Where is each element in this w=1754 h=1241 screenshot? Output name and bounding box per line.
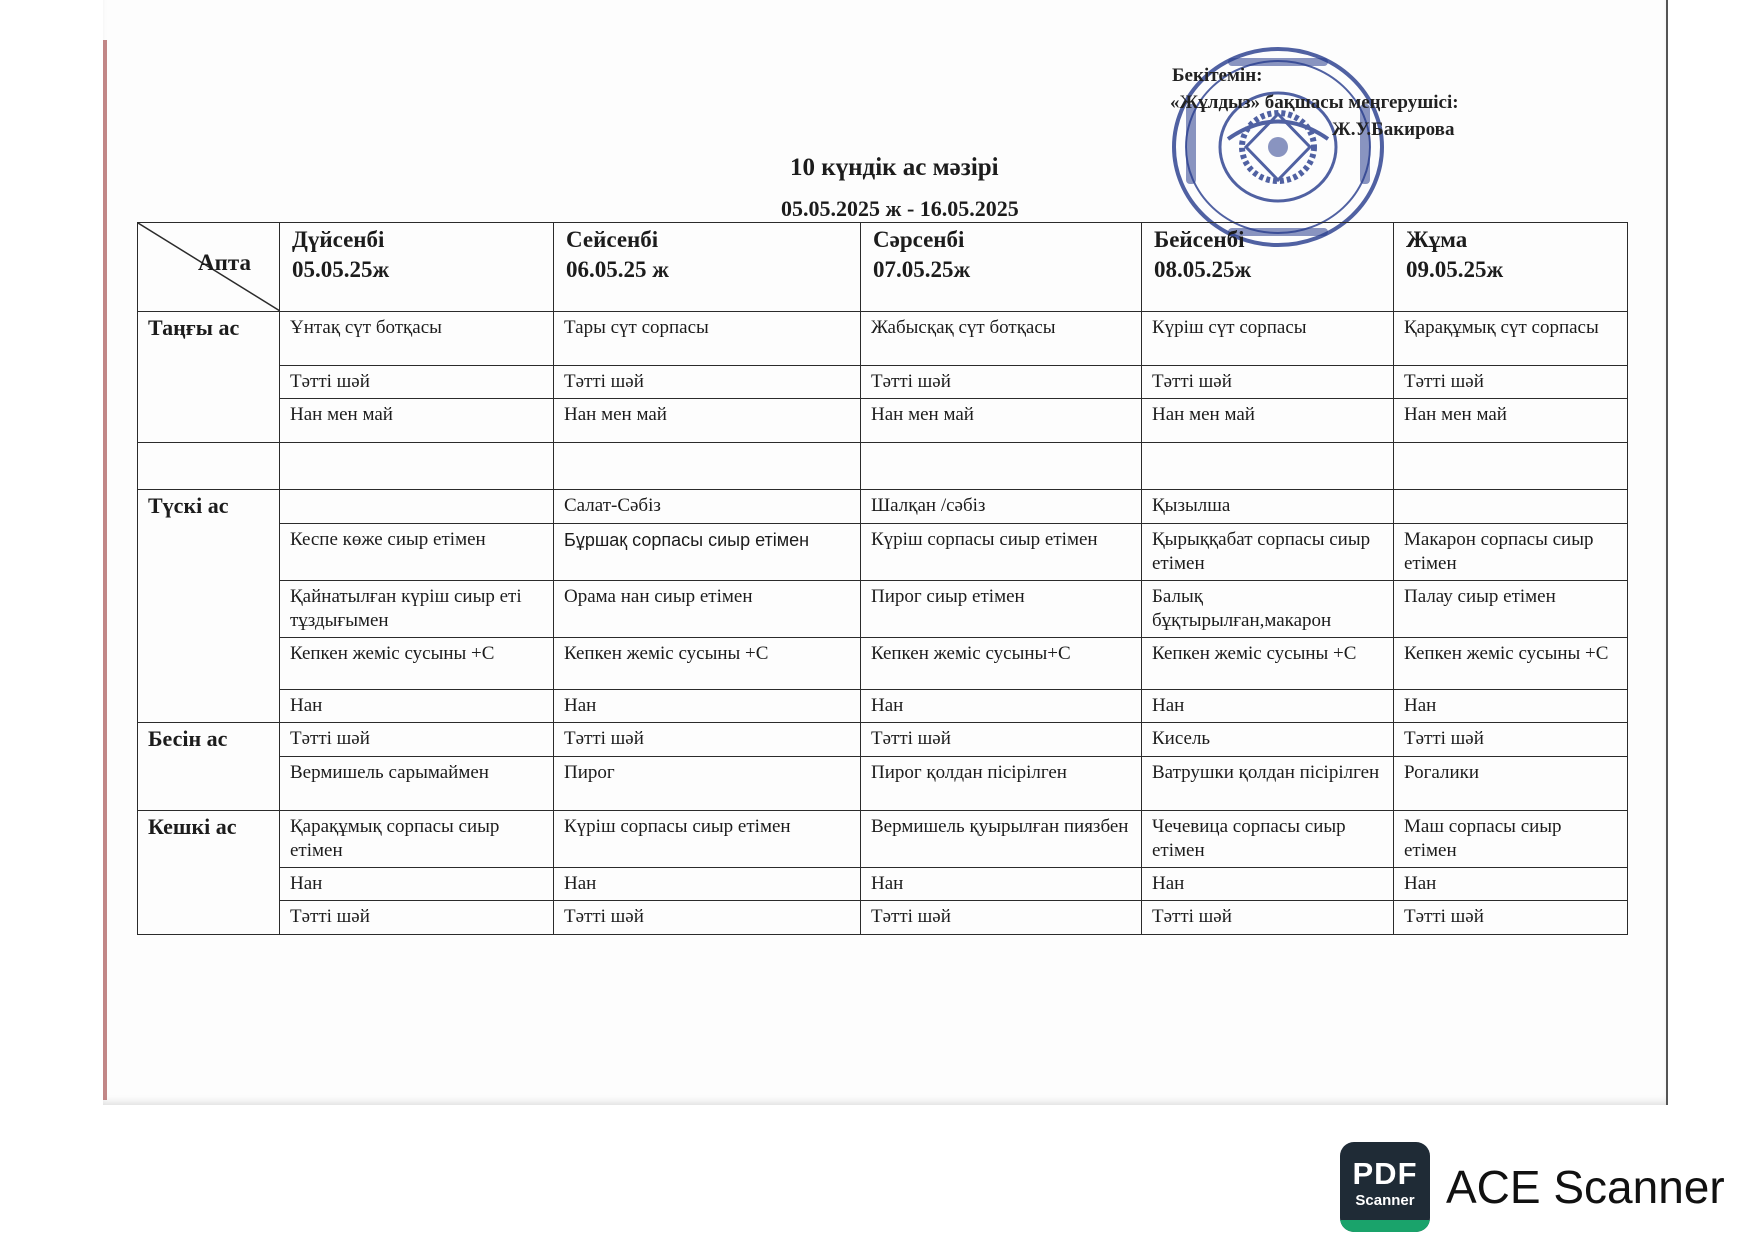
- meal-label-dinner: Кешкі ас: [138, 811, 280, 935]
- menu-cell: Нан: [280, 868, 554, 901]
- empty-cell: [1394, 443, 1628, 490]
- menu-cell: Вермишель қуырылған пиязбен: [861, 811, 1142, 868]
- table-row: [138, 638, 1628, 690]
- day-date: 09.05.25ж: [1406, 257, 1504, 282]
- menu-cell: Нан: [554, 690, 861, 723]
- day-header: [280, 223, 554, 312]
- table-row: [138, 524, 1628, 581]
- menu-cell: Қарақұмық сүт сорпасы: [1394, 312, 1628, 366]
- table-row: [138, 581, 1628, 638]
- menu-table: [137, 222, 1628, 935]
- menu-cell: Нан мен май: [554, 399, 861, 443]
- menu-cell: Нан мен май: [861, 399, 1142, 443]
- logo-text-bottom: Scanner: [1355, 1192, 1415, 1209]
- menu-cell: Қайнатылған күріш сиыр еті тұздығымен: [280, 581, 554, 638]
- menu-cell: Күріш сорпасы сиыр етімен: [861, 524, 1142, 581]
- menu-cell: Күріш сорпасы сиыр етімен: [554, 811, 861, 868]
- menu-cell: Кепкен жеміс сусыны +С: [1142, 638, 1394, 690]
- menu-cell: Ватрушки қолдан пісірілген: [1142, 757, 1394, 811]
- menu-cell: Нан: [1142, 868, 1394, 901]
- table-row: [138, 366, 1628, 399]
- approval-signatory: Ж.У.Бакирова: [1332, 119, 1455, 140]
- day-date: 05.05.25ж: [292, 257, 390, 282]
- menu-cell: Макарон сорпасы сиыр етімен: [1394, 524, 1628, 581]
- meal-label-lunch: Түскі ас: [138, 490, 280, 723]
- menu-cell: Тәтті шәй: [861, 901, 1142, 935]
- table-row: [138, 690, 1628, 723]
- menu-cell: [1394, 490, 1628, 524]
- approval-block: [1172, 62, 1459, 143]
- logo-text-top: PDF: [1352, 1156, 1418, 1191]
- menu-cell: Кисель: [1142, 723, 1394, 757]
- empty-cell: [138, 443, 280, 490]
- menu-cell: Тәтті шәй: [554, 901, 861, 935]
- menu-cell: Тәтті шәй: [861, 366, 1142, 399]
- menu-cell: Тары сүт сорпасы: [554, 312, 861, 366]
- day-date: 06.05.25 ж: [566, 257, 669, 282]
- menu-cell: Шалқан /сәбіз: [861, 490, 1142, 524]
- menu-cell: Нан: [1394, 868, 1628, 901]
- menu-cell: Пирог: [554, 757, 861, 811]
- menu-cell: Вермишель сарымаймен: [280, 757, 554, 811]
- corner-label: Апта: [198, 250, 251, 275]
- approval-line-2: «Жұлдыз» бақшасы меңгерушісі:: [1170, 92, 1459, 113]
- empty-cell: [1142, 443, 1394, 490]
- empty-row: [138, 443, 1628, 490]
- meal-label-breakfast: Таңғы ас: [138, 312, 280, 443]
- day-date: 08.05.25ж: [1154, 257, 1252, 282]
- document-date-range: 05.05.2025 ж - 16.05.2025: [781, 196, 1019, 221]
- menu-cell: Палау сиыр етімен: [1394, 581, 1628, 638]
- table-row: [138, 811, 1628, 868]
- menu-cell: Қарақұмық сорпасы сиыр етімен: [280, 811, 554, 868]
- day-header: [554, 223, 861, 312]
- table-row: [138, 312, 1628, 366]
- day-name: Сейсенбі: [566, 227, 659, 252]
- menu-cell: Нан: [554, 868, 861, 901]
- table-row: [138, 399, 1628, 443]
- menu-cell: Жабысқақ сүт ботқасы: [861, 312, 1142, 366]
- table-row: [138, 757, 1628, 811]
- menu-cell: Тәтті шәй: [1394, 723, 1628, 757]
- menu-cell: Нан: [861, 690, 1142, 723]
- table-row: [138, 723, 1628, 757]
- empty-cell: [554, 443, 861, 490]
- menu-cell: Кепкен жеміс сусыны +С: [554, 638, 861, 690]
- brand-name: ACE Scanner: [1446, 1161, 1725, 1213]
- menu-cell: [280, 490, 554, 524]
- menu-cell: Тәтті шәй: [280, 723, 554, 757]
- menu-cell: Нан: [280, 690, 554, 723]
- menu-cell: Бұршақ сорпасы сиыр етімен: [554, 524, 861, 581]
- day-name: Дүйсенбі: [292, 227, 385, 252]
- menu-cell: Тәтті шәй: [861, 723, 1142, 757]
- table-header-row: [138, 223, 1628, 312]
- menu-cell: Кеспе көже сиыр етімен: [280, 524, 554, 581]
- document-title: 10 күндік ас мәзірі: [790, 154, 999, 181]
- day-name: Бейсенбі: [1154, 227, 1245, 252]
- menu-cell: Тәтті шәй: [1394, 901, 1628, 935]
- menu-cell: Пирог сиыр етімен: [861, 581, 1142, 638]
- menu-cell: Пирог қолдан пісірілген: [861, 757, 1142, 811]
- page-edge-shadow: [103, 40, 107, 1100]
- approval-line-1: Бекітемін:: [1172, 65, 1263, 86]
- day-name: Жұма: [1406, 227, 1468, 252]
- empty-cell: [280, 443, 554, 490]
- menu-cell: Тәтті шәй: [554, 723, 861, 757]
- menu-cell: Кепкен жеміс сусыны +С: [280, 638, 554, 690]
- menu-cell: Салат-Сәбіз: [554, 490, 861, 524]
- day-date: 07.05.25ж: [873, 257, 971, 282]
- corner-cell: [138, 223, 280, 312]
- menu-cell: Нан: [1142, 690, 1394, 723]
- menu-cell: Тәтті шәй: [554, 366, 861, 399]
- table-row: [138, 901, 1628, 935]
- day-header: [1394, 223, 1628, 312]
- menu-cell: Қызылша: [1142, 490, 1394, 524]
- menu-cell: Тәтті шәй: [1142, 366, 1394, 399]
- menu-cell: Кепкен жеміс сусыны+С: [861, 638, 1142, 690]
- scanner-watermark: [1340, 1142, 1725, 1232]
- menu-cell: Кепкен жеміс сусыны +С: [1394, 638, 1628, 690]
- menu-cell: Балық бұқтырылған,макарон: [1142, 581, 1394, 638]
- menu-cell: Маш сорпасы сиыр етімен: [1394, 811, 1628, 868]
- logo-accent-bar: [1340, 1220, 1430, 1232]
- menu-cell: Нан: [1394, 690, 1628, 723]
- menu-cell: Қырыққабат сорпасы сиыр етімен: [1142, 524, 1394, 581]
- menu-cell: Чечевица сорпасы сиыр етімен: [1142, 811, 1394, 868]
- menu-cell: Тәтті шәй: [1142, 901, 1394, 935]
- menu-cell: Тәтті шәй: [280, 366, 554, 399]
- menu-cell: Нан: [861, 868, 1142, 901]
- menu-cell: Тәтті шәй: [280, 901, 554, 935]
- pdf-scanner-logo-icon: [1340, 1142, 1430, 1232]
- menu-cell: Нан мен май: [1394, 399, 1628, 443]
- table-row: [138, 868, 1628, 901]
- menu-cell: Рогалики: [1394, 757, 1628, 811]
- menu-cell: Күріш сүт сорпасы: [1142, 312, 1394, 366]
- menu-cell: Тәтті шәй: [1394, 366, 1628, 399]
- day-name: Сәрсенбі: [873, 227, 965, 252]
- menu-cell: Нан мен май: [280, 399, 554, 443]
- menu-cell: Ұнтақ сүт ботқасы: [280, 312, 554, 366]
- menu-cell: Нан мен май: [1142, 399, 1394, 443]
- day-header: [1142, 223, 1394, 312]
- meal-label-snack: Бесін ас: [138, 723, 280, 811]
- day-header: [861, 223, 1142, 312]
- menu-cell: Орама нан сиыр етімен: [554, 581, 861, 638]
- table-row: [138, 490, 1628, 524]
- empty-cell: [861, 443, 1142, 490]
